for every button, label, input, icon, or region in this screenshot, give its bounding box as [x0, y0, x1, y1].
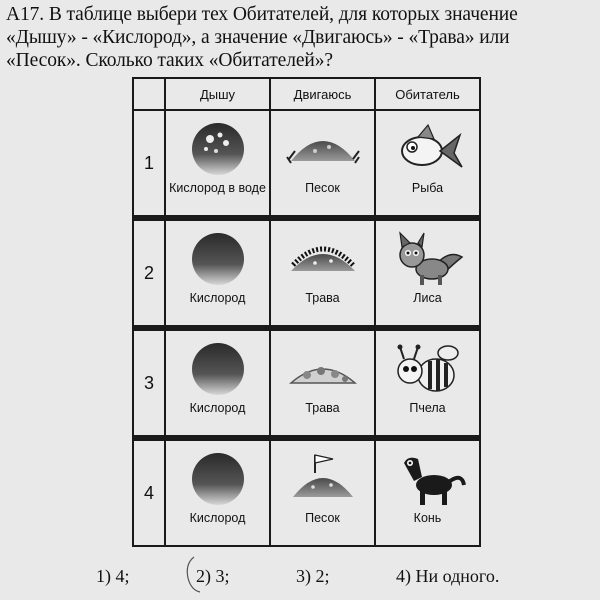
row-number: 4 — [133, 438, 165, 546]
breathe-label: Кислород — [189, 401, 246, 415]
answer-option-3[interactable]: 3) 2; — [296, 566, 330, 586]
move-label: Песок — [305, 511, 340, 525]
header-breathe: Дышу — [165, 78, 270, 110]
answer-option-1[interactable]: 1) 4; — [96, 566, 130, 586]
question-line-3: «Песок». Сколько таких «Обитателей»? — [6, 50, 333, 71]
header-move: Двигаюсь — [270, 78, 375, 110]
inhabitant-label: Рыба — [411, 181, 444, 195]
row-number: 1 — [133, 110, 165, 218]
gray-sphere-icon — [180, 231, 256, 289]
inhabitants-table — [132, 77, 481, 547]
table-row — [133, 218, 480, 328]
sand-mound-icon — [285, 121, 361, 179]
table-row — [133, 328, 480, 438]
fish-icon — [390, 121, 466, 179]
water-drop-sphere-icon — [180, 121, 256, 179]
move-cell — [270, 218, 375, 328]
row-number: 3 — [133, 328, 165, 438]
move-cell — [270, 438, 375, 546]
corner-cell — [133, 78, 165, 110]
move-label: Трава — [305, 401, 340, 415]
header-inhabitant: Обитатель — [375, 78, 480, 110]
breathe-label: Кислород — [189, 291, 246, 305]
gray-sphere-icon — [180, 341, 256, 399]
inhabitant-cell — [375, 218, 480, 328]
horse-icon — [390, 451, 466, 509]
table-row — [133, 110, 480, 218]
inhabitant-label: Конь — [413, 511, 442, 525]
grass-mound-icon — [285, 341, 361, 399]
question-line-1: А17. В таблице выбери тех Обитателей, для которых значение — [6, 4, 518, 25]
breathe-cell — [165, 438, 270, 546]
question-text — [6, 3, 594, 72]
inhabitant-label: Лиса — [413, 291, 442, 305]
table-row — [133, 438, 480, 546]
inhabitant-cell — [375, 110, 480, 218]
row-number: 2 — [133, 218, 165, 328]
answer-options — [0, 566, 600, 594]
breathe-cell — [165, 110, 270, 218]
move-cell — [270, 328, 375, 438]
table-header-row — [133, 78, 480, 110]
breathe-cell — [165, 218, 270, 328]
gray-sphere-icon — [180, 451, 256, 509]
breathe-cell — [165, 328, 270, 438]
move-label: Песок — [305, 181, 340, 195]
inhabitant-label: Пчела — [409, 401, 446, 415]
sand-mound-icon — [285, 451, 361, 509]
move-cell — [270, 110, 375, 218]
move-label: Трава — [305, 291, 340, 305]
breathe-label: Кислород в воде — [169, 181, 266, 195]
fox-icon — [390, 231, 466, 289]
grass-mound-icon — [285, 231, 361, 289]
bee-icon — [390, 341, 466, 399]
question-line-2: «Дышу» - «Кислород», а значение «Двигаюсь» - «Трава» или — [6, 27, 510, 48]
answer-option-4[interactable]: 4) Ни одного. — [396, 566, 500, 586]
breathe-label: Кислород — [189, 511, 246, 525]
pencil-circle-mark — [184, 554, 214, 594]
inhabitant-cell — [375, 328, 480, 438]
answer-option-2[interactable]: 2) 3; — [196, 566, 230, 586]
inhabitant-cell — [375, 438, 480, 546]
